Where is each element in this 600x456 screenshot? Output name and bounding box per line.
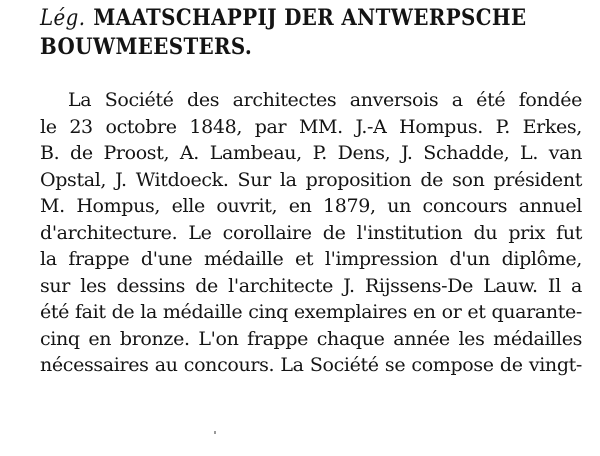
body-paragraph [40,87,582,379]
text-line: la frappe d'une médaille et l'impression d'un diplôme, [40,248,582,270]
text-line: M. Hompus, elle ouvrit, en 1879, un concours annuel [40,195,582,217]
section-heading [40,4,588,62]
text-line: été fait de la médaille cinq exemplaires en or et quarante- [40,301,582,323]
heading-title-line-2: BOUWMEESTERS. [40,34,253,60]
text-line: sur les dessins de l'architecte J. Rijssens-De Lauw. Il a [40,274,582,297]
legend-prefix: Lég. [40,6,86,31]
heading-title-line-1: MAATSCHAPPIJ DER ANTWERPSCHE [93,5,527,31]
text-line: nécessaires au concours. La Société se compose de vingt- [40,354,582,376]
text-line: le 23 octobre 1848, par MM. J.-A Hompus. P. Erkes, [40,115,582,138]
text-line: cinq en bronze. L'on frappe chaque année les médailles [40,327,582,350]
ink-speck [214,431,216,434]
text-line: B. de Proost, A. Lambeau, P. Dens, J. Schadde, L. van [40,142,582,164]
text-line: d'architecture. Le corollaire de l'institution du prix fut [40,221,582,244]
text-line: Opstal, J. Witdoeck. Sur la proposition de son président [40,168,582,191]
text-line: La Société des architectes anversois a été fondée [68,89,582,111]
